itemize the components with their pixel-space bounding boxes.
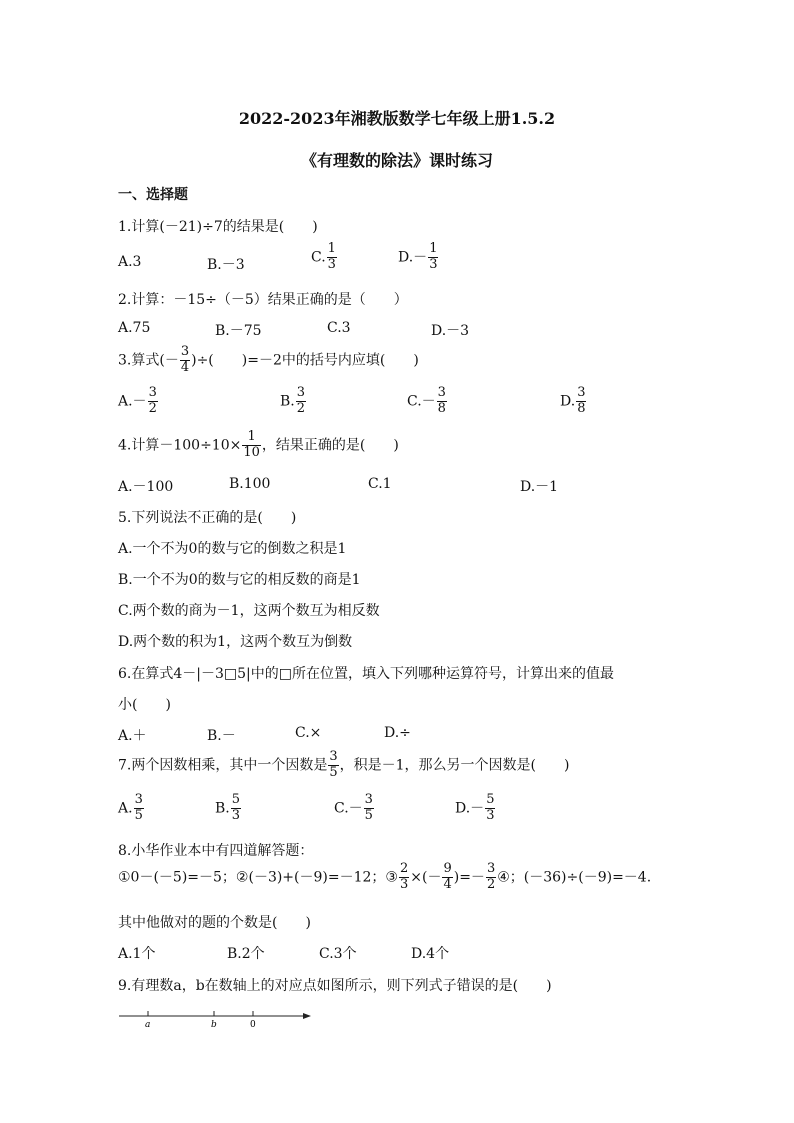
q2-option-a: A.75 <box>118 320 151 336</box>
option-label: B. <box>215 800 230 817</box>
fraction <box>399 862 409 893</box>
question-3-stem <box>118 345 419 376</box>
denominator: 5 <box>364 807 373 823</box>
denominator: 5 <box>134 807 143 823</box>
expression-text: ①0－(－5)=－5；②(－3)+(－9)=－12；③ <box>118 869 398 886</box>
fraction <box>485 793 495 824</box>
q3-option-a <box>118 386 159 417</box>
question-1-stem: 1.计算(－21)÷7的结果是( ) <box>118 219 318 235</box>
q2-option-c: C.3 <box>327 320 351 336</box>
q4-option-c: C.1 <box>368 476 392 492</box>
q3-option-c <box>407 386 448 417</box>
stem-text: 7.两个因数相乘，其中一个因数是 <box>118 757 328 774</box>
numerator: 3 <box>180 344 190 359</box>
label-a: a <box>145 1020 151 1030</box>
q8-option-d: D.4个 <box>411 946 450 962</box>
q6-option-b: B.－ <box>207 728 236 744</box>
q7-option-c <box>334 793 375 824</box>
denominator: 5 <box>329 764 338 780</box>
q4-option-b: B.100 <box>229 476 271 492</box>
fraction <box>437 386 447 417</box>
numerator: 3 <box>364 792 373 807</box>
q6-option-a: A.＋ <box>118 728 147 744</box>
numerator: 2 <box>399 861 409 876</box>
fraction <box>486 862 496 893</box>
q1-option-b: B.－3 <box>207 257 245 273</box>
numerator: 1 <box>242 430 261 446</box>
q5-option-c: C.两个数的商为－1，这两个数互为相反数 <box>118 603 380 619</box>
question-8-expressions <box>118 862 651 893</box>
option-label: D.－ <box>455 800 485 817</box>
numerator: 1 <box>429 241 438 256</box>
denominator: 3 <box>231 807 241 823</box>
option-label: B. <box>280 393 295 410</box>
numerator: 3 <box>296 385 306 400</box>
fraction <box>134 793 144 824</box>
fraction <box>328 750 338 781</box>
denominator: 8 <box>437 400 446 416</box>
numerator: 1 <box>327 241 336 256</box>
option-label: C.－ <box>334 800 363 817</box>
denominator: 3 <box>429 256 438 272</box>
numerator: 3 <box>148 385 157 400</box>
denominator: 10 <box>243 444 260 460</box>
option-label: C. <box>311 249 326 266</box>
expression-text: ④；(－36)÷(－9)=－4. <box>497 869 652 886</box>
q3-option-d <box>560 386 587 417</box>
fraction <box>296 386 306 417</box>
numerator: 3 <box>577 385 586 400</box>
stem-text: ，结果正确的是( ) <box>261 437 399 454</box>
label-b: b <box>211 1020 217 1030</box>
question-8-line2: 其中他做对的题的个数是( ) <box>118 915 311 931</box>
q1-option-a: A.3 <box>118 254 142 270</box>
question-8-stem: 8.小华作业本中有四道解答题： <box>118 843 314 859</box>
question-6-stem-line2: 小( ) <box>118 697 171 713</box>
numerator: 3 <box>486 861 496 876</box>
denominator: 2 <box>486 876 496 892</box>
option-label: D. <box>560 393 576 410</box>
q4-option-d: D.－1 <box>520 479 559 495</box>
fraction <box>442 862 452 893</box>
numerator: 5 <box>231 792 241 807</box>
q1-option-c <box>311 242 338 273</box>
fraction <box>231 793 241 824</box>
q5-option-d: D.两个数的积为1，这两个数互为倒数 <box>118 634 353 650</box>
stem-text: 4.计算－100÷10× <box>118 437 242 454</box>
fraction <box>242 430 261 461</box>
q3-option-b <box>280 386 307 417</box>
fraction <box>576 386 586 417</box>
q5-option-b: B.一个不为0的数与它的相反数的商是1 <box>118 572 361 588</box>
section-heading: 一、选择题 <box>118 187 188 203</box>
option-label: D.－ <box>398 249 428 266</box>
q8-option-c: C.3个 <box>319 946 357 962</box>
denominator: 2 <box>148 400 157 416</box>
q7-option-a <box>118 793 145 824</box>
expression-text: )=－ <box>453 869 485 886</box>
q7-option-d <box>455 793 496 824</box>
number-line-figure <box>115 1005 320 1033</box>
document-subtitle: 《有理数的除法》课时练习 <box>300 151 493 170</box>
stem-text: )÷( )=－2中的括号内应填( ) <box>191 352 419 369</box>
q8-option-a: A.1个 <box>118 946 156 962</box>
option-label: A. <box>118 800 133 817</box>
question-6-stem-line1: 6.在算式4－|－3□5|中的□所在位置，填入下列哪种运算符号，计算出来的值最 <box>118 666 614 682</box>
expression-text: ×(－ <box>410 869 442 886</box>
stem-text: 3.算式(－ <box>118 352 179 369</box>
q2-option-b: B.－75 <box>215 323 262 339</box>
denominator: 3 <box>327 256 336 272</box>
numerator: 5 <box>486 792 495 807</box>
document-title: 2022-2023年湘教版数学七年级上册1.5.2 <box>238 109 556 128</box>
denominator: 4 <box>180 359 190 375</box>
q2-option-d: D.－3 <box>431 323 470 339</box>
denominator: 2 <box>296 400 306 416</box>
numerator: 9 <box>443 861 452 876</box>
fraction <box>428 242 438 273</box>
question-4-stem <box>118 430 399 461</box>
numerator: 3 <box>437 385 446 400</box>
denominator: 3 <box>486 807 495 823</box>
denominator: 8 <box>577 400 586 416</box>
numerator: 3 <box>134 792 143 807</box>
fraction <box>148 386 158 417</box>
denominator: 4 <box>443 876 452 892</box>
fraction <box>364 793 374 824</box>
question-2-stem: 2.计算：－15÷（－5）结果正确的是（ ） <box>118 292 408 308</box>
question-7-stem <box>118 750 569 781</box>
q4-option-a: A.－100 <box>118 479 174 495</box>
q6-option-d: D.÷ <box>384 725 411 741</box>
q6-option-c: C.× <box>295 725 322 741</box>
label-zero: 0 <box>250 1020 256 1030</box>
stem-text: ，积是－1，那么另一个因数是( ) <box>339 757 570 774</box>
question-9-stem: 9.有理数a，b在数轴上的对应点如图所示，则下列式子错误的是( ) <box>118 978 552 994</box>
option-label: C.－ <box>407 393 436 410</box>
fraction <box>180 345 190 376</box>
q8-option-b: B.2个 <box>227 946 265 962</box>
q7-option-b <box>215 793 242 824</box>
arrow-head-icon <box>303 1013 311 1019</box>
q1-option-d <box>398 242 439 273</box>
numerator: 3 <box>329 749 338 764</box>
denominator: 3 <box>399 876 409 892</box>
q5-option-a: A.一个不为0的数与它的倒数之积是1 <box>118 541 347 557</box>
fraction <box>327 242 337 273</box>
option-label: A.－ <box>118 393 147 410</box>
question-5-stem: 5.下列说法不正确的是( ) <box>118 510 297 526</box>
